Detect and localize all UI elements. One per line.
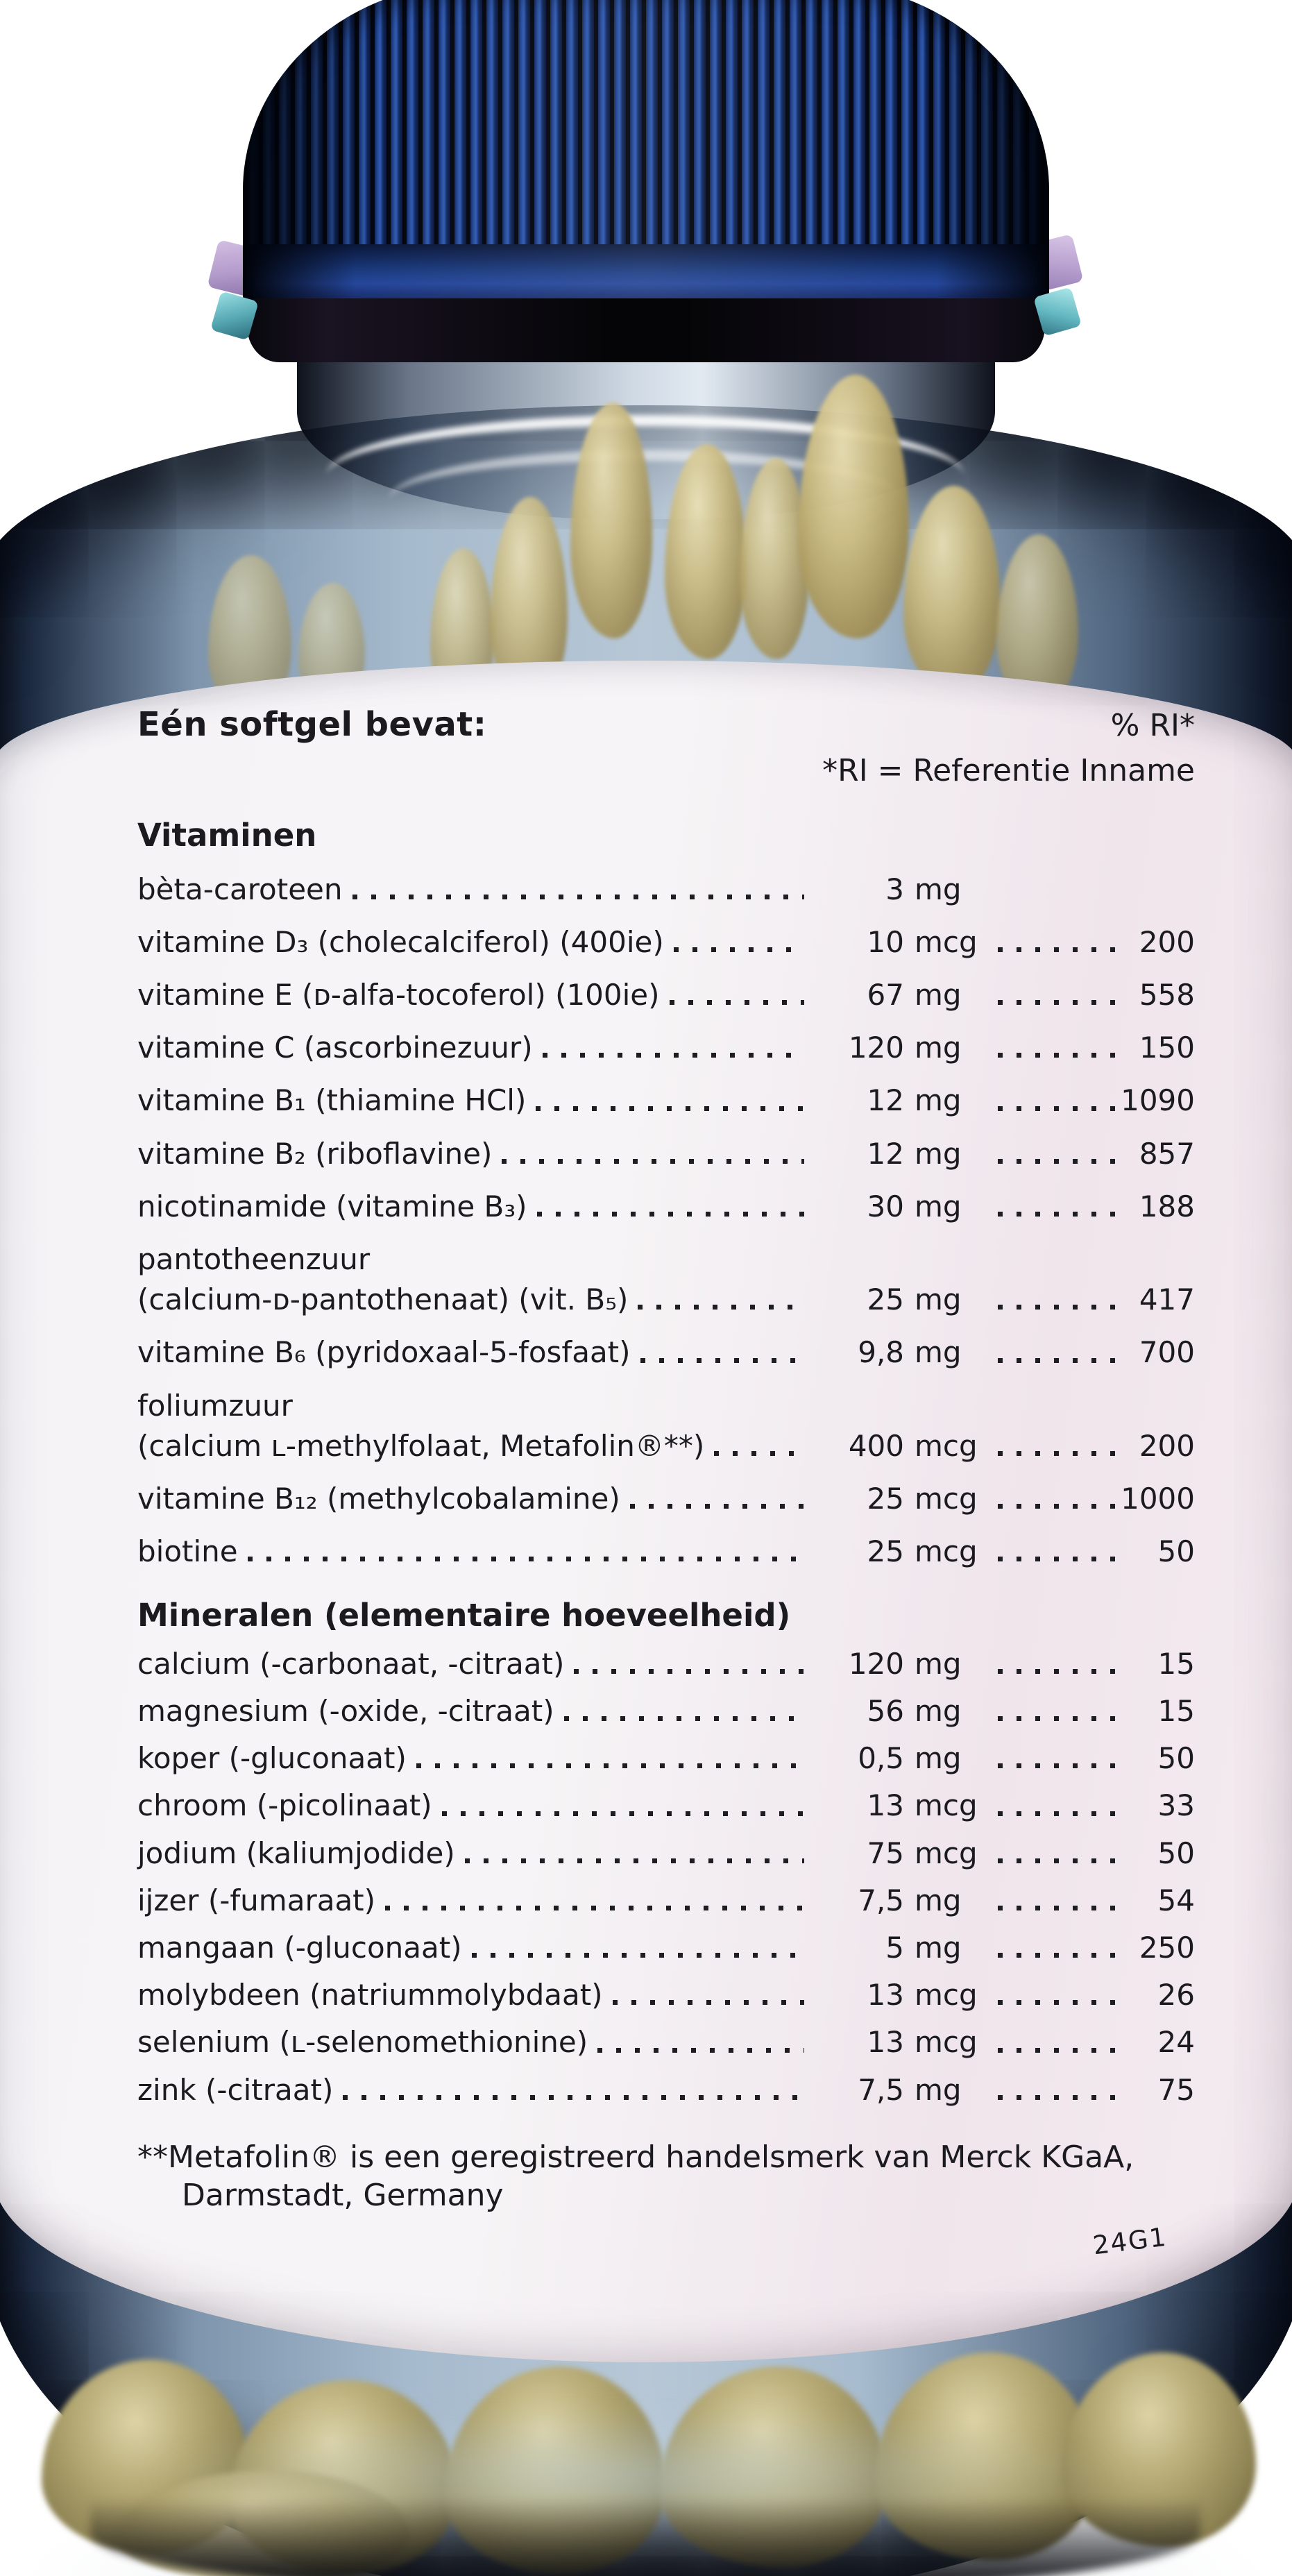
nutrient-ri-percent: 24 — [1157, 2025, 1195, 2060]
trademark-note-line: Darmstadt, Germany — [182, 2178, 504, 2214]
nutrient-name: koper (-gluconaat) — [137, 1741, 407, 1776]
dot-leader — [714, 1451, 804, 1456]
nutrient-amount: 7,5 — [858, 2072, 904, 2107]
dot-leader — [472, 1953, 804, 1958]
nutrient-row — [137, 1790, 1195, 1822]
dot-leader — [998, 1716, 1116, 1721]
dot-leader — [998, 1858, 1116, 1863]
nutrient-unit: mg — [915, 1883, 962, 1917]
nutrient-ri-percent: 26 — [1157, 1978, 1195, 2012]
nutrient-amount: 0,5 — [858, 1741, 904, 1776]
dot-leader — [638, 1305, 804, 1310]
nutrient-row — [137, 2074, 1195, 2106]
nutrient-name: vitamine B₁ (thiamine HCl) — [137, 1083, 527, 1118]
nutrient-unit: mg — [915, 1646, 962, 1681]
nutrient-ri-percent: 700 — [1139, 1335, 1195, 1370]
dot-leader — [385, 1906, 804, 1910]
nutrient-row — [137, 1979, 1195, 2011]
nutrient-unit: mg — [915, 1189, 962, 1223]
nutrition-section — [137, 818, 1195, 1568]
section-title: Mineralen (elementaire hoeveelheid) — [137, 1597, 791, 1634]
nutrient-name: magnesium (-oxide, -citraat) — [137, 1694, 554, 1728]
dot-leader — [998, 1358, 1116, 1363]
nutrition-facts — [0, 661, 1292, 2362]
nutrient-row — [137, 1932, 1195, 1964]
serving-header: Eén softgel bevat: — [137, 705, 487, 744]
nutrient-row — [137, 1483, 1195, 1515]
dot-leader — [670, 1000, 804, 1005]
nutrient-name: selenium (ʟ-selenomethionine) — [137, 2025, 588, 2060]
nutrient-row — [137, 1838, 1195, 1870]
dot-leader — [998, 947, 1116, 952]
dot-leader — [998, 2048, 1116, 2053]
dot-leader — [640, 1358, 804, 1363]
dot-leader — [998, 1000, 1116, 1005]
nutrient-unit: mcg — [915, 1836, 978, 1870]
nutrient-amount: 120 — [848, 1646, 904, 1681]
dot-leader — [613, 2000, 804, 2005]
nutrient-row — [137, 2026, 1195, 2058]
dot-leader — [416, 1763, 804, 1768]
bottle-cap — [243, 0, 1049, 271]
nutrient-name: ijzer (-fumaraat) — [137, 1883, 376, 1917]
dot-leader — [998, 1451, 1116, 1456]
nutrient-row — [137, 1648, 1195, 1680]
nutrition-label — [0, 661, 1292, 2362]
nutrient-row — [137, 926, 1195, 958]
nutrient-unit: mcg — [915, 1534, 978, 1569]
dot-leader — [352, 895, 805, 899]
nutrient-row — [137, 1885, 1195, 1917]
nutrient-row — [137, 1191, 1195, 1223]
nutrient-amount: 13 — [867, 1978, 904, 2012]
nutrient-name: biotine — [137, 1534, 238, 1569]
dot-leader — [543, 1053, 804, 1058]
nutrient-ri-percent: 15 — [1157, 1646, 1195, 1681]
dot-leader — [998, 1811, 1116, 1816]
nutrient-name: (calcium-ᴅ-pantothenaat) (vit. B₅) — [137, 1282, 629, 1317]
nutrient-row — [137, 1390, 1195, 1462]
nutrient-unit: mg — [915, 1694, 962, 1728]
nutrient-amount: 7,5 — [858, 1883, 904, 1917]
nutrient-amount: 13 — [867, 1788, 904, 1823]
dot-leader — [998, 1906, 1116, 1910]
nutrient-name: bèta-caroteen — [137, 872, 343, 906]
nutrient-ri-percent: 857 — [1139, 1136, 1195, 1171]
trademark-note-line: **Metafolin® is een geregistreerd handelsmerk van Merck KGaA, — [137, 2139, 1134, 2175]
nutrient-row — [137, 874, 1195, 906]
nutrient-name: mangaan (-gluconaat) — [137, 1930, 462, 1965]
nutrient-amount: 12 — [867, 1136, 904, 1171]
dot-leader — [465, 1858, 804, 1863]
nutrient-unit: mcg — [915, 1978, 978, 2012]
dot-leader — [998, 1763, 1116, 1768]
nutrient-unit: mg — [915, 872, 962, 906]
nutrient-amount: 75 — [867, 1836, 904, 1870]
nutrient-row — [137, 1032, 1195, 1064]
nutrient-amount: 25 — [867, 1481, 904, 1516]
nutrient-ri-percent: 75 — [1157, 2072, 1195, 2107]
nutrient-amount: 30 — [867, 1189, 904, 1223]
nutrition-sections — [137, 818, 1195, 2106]
nutrient-unit: mcg — [915, 1788, 978, 1823]
nutrient-name: jodium (kaliumjodide) — [137, 1836, 455, 1870]
nutrient-name: calcium (-carbonaat, -citraat) — [137, 1646, 565, 1681]
nutrient-amount: 25 — [867, 1534, 904, 1569]
dot-leader — [998, 1053, 1116, 1058]
nutrient-unit: mcg — [915, 1481, 978, 1516]
dot-leader — [998, 1953, 1116, 1958]
dot-leader — [674, 947, 804, 952]
nutrient-amount: 10 — [867, 924, 904, 959]
nutrient-amount: 56 — [867, 1694, 904, 1728]
nutrient-ri-percent: 558 — [1139, 978, 1195, 1012]
nutrient-unit: mg — [915, 1031, 962, 1065]
nutrient-ri-percent: 200 — [1139, 924, 1195, 959]
nutrient-unit: mcg — [915, 924, 978, 959]
ri-footnote: *RI = Referentie Inname — [822, 752, 1195, 788]
nutrient-name: vitamine B₂ (riboflavine) — [137, 1136, 493, 1171]
dot-leader — [998, 2000, 1116, 2005]
nutrient-ri-percent: 54 — [1157, 1883, 1195, 1917]
nutrient-ri-percent: 50 — [1157, 1534, 1195, 1569]
dot-leader — [998, 1557, 1116, 1561]
nutrient-name: vitamine E (ᴅ-alfa-tocoferol) (100ie) — [137, 978, 660, 1012]
nutrient-unit: mg — [915, 1335, 962, 1370]
bottle-base-shadow — [90, 2498, 1200, 2576]
nutrient-name: vitamine B₆ (pyridoxaal-5-fosfaat) — [137, 1335, 631, 1370]
ri-column-header: % RI* — [1110, 708, 1195, 744]
nutrient-amount: 5 — [885, 1930, 904, 1965]
nutrient-row — [137, 1244, 1195, 1316]
nutrient-amount: 120 — [848, 1031, 904, 1065]
nutrient-row — [137, 1743, 1195, 1774]
nutrient-ri-percent: 1090 — [1121, 1083, 1195, 1118]
nutrient-name: vitamine D₃ (cholecalciferol) (400ie) — [137, 924, 664, 959]
nutrient-amount: 12 — [867, 1083, 904, 1118]
nutrient-ri-percent: 250 — [1139, 1930, 1195, 1965]
nutrient-row — [137, 1138, 1195, 1170]
nutrient-name: molybdeen (natriummolybdaat) — [137, 1978, 603, 2012]
nutrient-unit: mcg — [915, 1428, 978, 1463]
trademark-note — [137, 2138, 1195, 2215]
nutrient-ri-percent: 50 — [1157, 1836, 1195, 1870]
nutrient-name: vitamine B₁₂ (methylcobalamine) — [137, 1481, 620, 1516]
nutrient-amount: 400 — [848, 1428, 904, 1463]
nutrient-unit: mg — [915, 1741, 962, 1776]
nutrient-row — [137, 1337, 1195, 1368]
dot-leader — [998, 1106, 1116, 1111]
nutrient-unit: mg — [915, 1930, 962, 1965]
section-title: Vitaminen — [137, 817, 317, 854]
dot-leader — [502, 1159, 804, 1164]
lot-code: 24G1 — [1091, 2221, 1169, 2260]
nutrient-ri-percent: 50 — [1157, 1741, 1195, 1776]
nutrient-amount: 3 — [885, 872, 904, 906]
nutrient-unit: mg — [915, 978, 962, 1012]
dot-leader — [574, 1669, 804, 1674]
nutrient-unit: mg — [915, 2072, 962, 2107]
dot-leader — [630, 1504, 804, 1509]
tamper-ring — [247, 298, 1045, 362]
dot-leader — [998, 1504, 1116, 1509]
nutrient-unit: mg — [915, 1282, 962, 1317]
dot-leader — [998, 2095, 1116, 2100]
nutrient-name: chroom (-picolinaat) — [137, 1788, 432, 1823]
nutrient-ri-percent: 150 — [1139, 1031, 1195, 1065]
nutrient-name: zink (-citraat) — [137, 2072, 334, 2107]
nutrient-ri-percent: 15 — [1157, 1694, 1195, 1728]
nutrient-row — [137, 1536, 1195, 1568]
nutrition-section — [137, 1598, 1195, 2105]
dot-leader — [536, 1106, 804, 1111]
dot-leader — [248, 1557, 804, 1561]
nutrient-row — [137, 1085, 1195, 1117]
nutrient-name: nicotinamide (vitamine B₃) — [137, 1189, 527, 1223]
dot-leader — [998, 1669, 1116, 1674]
dot-leader — [998, 1212, 1116, 1217]
dot-leader — [998, 1305, 1116, 1310]
nutrient-name: (calcium ʟ-methylfolaat, Metafolin®**) — [137, 1428, 705, 1463]
nutrient-ri-percent: 1000 — [1121, 1481, 1195, 1516]
nutrient-amount: 13 — [867, 2025, 904, 2060]
dot-leader — [442, 1811, 804, 1816]
nutrient-unit: mg — [915, 1136, 962, 1171]
nutrient-name: pantotheenzuur — [137, 1242, 371, 1276]
nutrient-ri-percent: 417 — [1139, 1282, 1195, 1317]
dot-leader — [597, 2048, 804, 2053]
dot-leader — [537, 1212, 804, 1217]
nutrient-name: vitamine C (ascorbinezuur) — [137, 1031, 533, 1065]
nutrient-ri-percent: 200 — [1139, 1428, 1195, 1463]
dot-leader — [564, 1716, 804, 1721]
nutrient-unit: mcg — [915, 2025, 978, 2060]
nutrient-name: foliumzuur — [137, 1388, 293, 1423]
dot-leader — [998, 1159, 1116, 1164]
nutrient-unit: mg — [915, 1083, 962, 1118]
nutrient-row — [137, 1695, 1195, 1727]
nutrient-amount: 9,8 — [858, 1335, 904, 1370]
nutrient-row — [137, 979, 1195, 1011]
nutrient-ri-percent: 188 — [1139, 1189, 1195, 1223]
nutrient-amount: 67 — [867, 978, 904, 1012]
nutrient-amount: 25 — [867, 1282, 904, 1317]
nutrient-ri-percent: 33 — [1157, 1788, 1195, 1823]
dot-leader — [343, 2095, 804, 2100]
